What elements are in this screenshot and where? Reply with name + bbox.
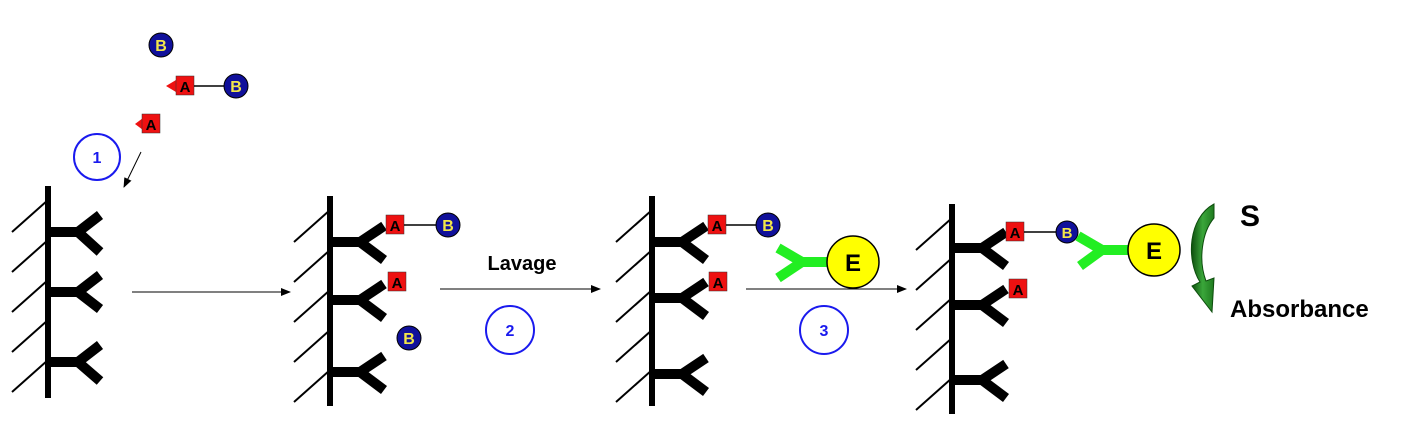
- plate-wall: [916, 204, 952, 414]
- antigen-label: A: [711, 218, 723, 235]
- biotin-label: B: [155, 38, 167, 55]
- capture-antibody: [50, 275, 100, 309]
- wash-label: Lavage: [487, 253, 557, 275]
- enzyme-label: E: [844, 250, 862, 277]
- bound-antigen-biotin: [386, 213, 460, 237]
- capture-antibody: [50, 345, 100, 381]
- antigen-label: A: [1012, 282, 1024, 299]
- conjugate-antibody: [1078, 236, 1130, 266]
- substrate-label: S: [1240, 200, 1261, 233]
- bound-antigen-biotin: [708, 213, 780, 237]
- step-1-arrow: [124, 152, 141, 187]
- biotin-label: B: [230, 79, 242, 96]
- panel-1-solid-phase: [12, 33, 248, 398]
- antigen-label: A: [389, 218, 401, 235]
- biotin-marker: [149, 33, 173, 57]
- panel-4-detection: [916, 204, 1180, 414]
- capture-antibody: [332, 356, 384, 390]
- enzyme-label: E: [1145, 238, 1163, 265]
- step-2-indicator: [486, 306, 534, 354]
- antigen-label: A: [391, 275, 403, 292]
- plate-wall: [616, 196, 652, 406]
- biotin-label: B: [762, 218, 774, 235]
- capture-antibody: [954, 232, 1006, 266]
- capture-antibody: [332, 284, 384, 318]
- bound-antigen: [709, 272, 727, 292]
- substrate-conversion-arrow: [1191, 204, 1214, 312]
- absorbance-label: Absorbance: [1230, 296, 1369, 323]
- panel-2-binding: [294, 196, 460, 406]
- conjugate-antibody: [778, 248, 830, 278]
- bound-antigen-biotin: [1006, 221, 1078, 243]
- biotin-label: B: [403, 331, 415, 348]
- antigen-biotin-conjugate: [166, 74, 248, 98]
- plate-wall: [12, 186, 48, 398]
- step-3-label: 3: [819, 323, 829, 340]
- capture-antibody: [954, 289, 1006, 323]
- capture-antibody: [654, 226, 706, 260]
- step-1-label: 1: [92, 150, 102, 167]
- capture-antibody: [654, 358, 706, 392]
- enzyme-conjugate: [778, 236, 879, 288]
- plate-wall: [294, 196, 330, 406]
- biotin-label: B: [1061, 225, 1073, 242]
- capture-antibody: [332, 226, 384, 260]
- antigen-label: A: [1009, 225, 1021, 242]
- bound-antigen: [388, 272, 406, 292]
- panel-3-washed: [616, 196, 780, 406]
- bound-enzyme-conjugate: [1078, 224, 1180, 276]
- bound-antigen: [1009, 279, 1027, 299]
- capture-antibody: [954, 364, 1006, 398]
- biotin-marker: [397, 326, 421, 350]
- step-1-indicator: [74, 134, 120, 180]
- antigen-label: A: [145, 117, 157, 134]
- step-2-label: 2: [505, 323, 515, 340]
- antigen-marker: [135, 114, 160, 134]
- capture-antibody: [50, 215, 100, 252]
- biotin-label: B: [442, 218, 454, 235]
- step-3-indicator: [800, 306, 848, 354]
- antigen-label: A: [179, 79, 191, 96]
- antigen-label: A: [712, 275, 724, 292]
- capture-antibody: [654, 282, 706, 316]
